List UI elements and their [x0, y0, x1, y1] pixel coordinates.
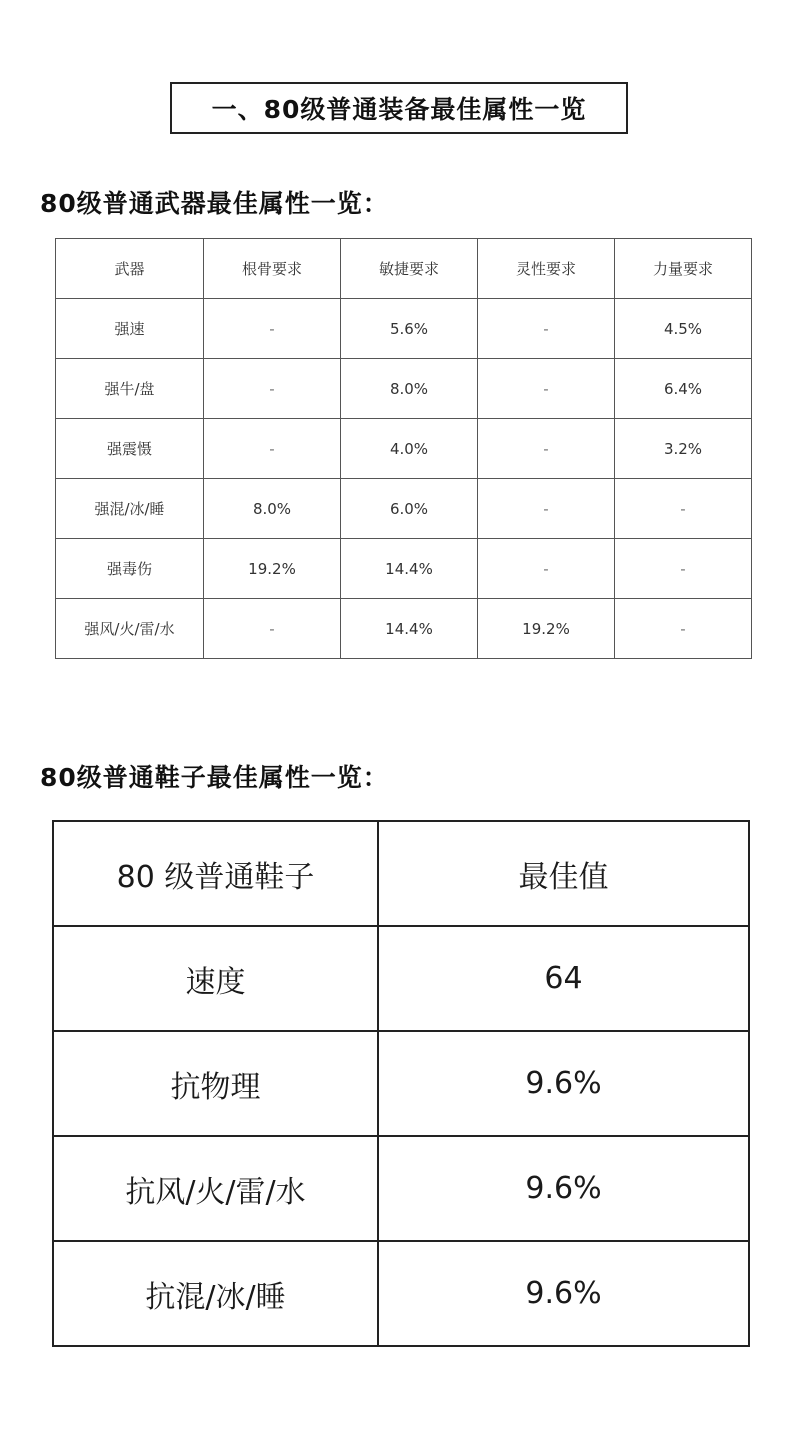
table-cell: - — [478, 539, 615, 599]
header-cell: 80 级普通鞋子 — [53, 821, 378, 926]
table-header-row — [53, 821, 749, 926]
table-cell: 19.2% — [204, 539, 341, 599]
table-row — [56, 539, 752, 599]
table-cell: - — [478, 419, 615, 479]
header-cell: 灵性要求 — [478, 239, 615, 299]
weapons-section-heading: 80级普通武器最佳属性一览： — [40, 189, 389, 218]
table-cell: 6.4% — [615, 359, 752, 419]
table-cell: 8.0% — [341, 359, 478, 419]
table-cell: 19.2% — [478, 599, 615, 659]
table-cell: 强毒伤 — [56, 539, 204, 599]
table-cell: 强震慑 — [56, 419, 204, 479]
table-cell: 64 — [378, 926, 749, 1031]
table-cell: 强混/冰/睡 — [56, 479, 204, 539]
header-cell: 最佳值 — [378, 821, 749, 926]
page-title: 一、80级普通装备最佳属性一览 — [170, 82, 628, 134]
table-cell: 抗混/冰/睡 — [53, 1241, 378, 1346]
table-cell: 9.6% — [378, 1241, 749, 1346]
table-row — [53, 1031, 749, 1136]
table-cell: 8.0% — [204, 479, 341, 539]
table-cell: - — [204, 359, 341, 419]
table-cell: 速度 — [53, 926, 378, 1031]
table-cell: 9.6% — [378, 1031, 749, 1136]
header-cell: 武器 — [56, 239, 204, 299]
table-cell: - — [478, 359, 615, 419]
header-cell: 力量要求 — [615, 239, 752, 299]
table-cell: 3.2% — [615, 419, 752, 479]
table-cell: 4.5% — [615, 299, 752, 359]
table-cell: 抗风/火/雷/水 — [53, 1136, 378, 1241]
table-cell: - — [204, 299, 341, 359]
table-row — [56, 359, 752, 419]
table-cell: - — [615, 599, 752, 659]
table-row — [56, 479, 752, 539]
weapons-attribute-table — [55, 238, 752, 659]
table-cell: - — [615, 479, 752, 539]
table-row — [56, 419, 752, 479]
table-row — [53, 1241, 749, 1346]
table-row — [56, 299, 752, 359]
table-row — [56, 599, 752, 659]
table-cell: - — [204, 419, 341, 479]
table-header-row — [56, 239, 752, 299]
table-cell: 14.4% — [341, 599, 478, 659]
shoes-section-heading: 80级普通鞋子最佳属性一览： — [40, 763, 389, 792]
table-cell: 强牛/盘 — [56, 359, 204, 419]
table-cell: 4.0% — [341, 419, 478, 479]
table-cell: 强风/火/雷/水 — [56, 599, 204, 659]
header-cell: 敏捷要求 — [341, 239, 478, 299]
table-cell: - — [478, 479, 615, 539]
table-cell: - — [615, 539, 752, 599]
table-cell: - — [204, 599, 341, 659]
shoes-attribute-table — [52, 820, 750, 1347]
table-cell: 抗物理 — [53, 1031, 378, 1136]
table-cell: 6.0% — [341, 479, 478, 539]
table-cell: 5.6% — [341, 299, 478, 359]
table-cell: 14.4% — [341, 539, 478, 599]
table-row — [53, 926, 749, 1031]
header-cell: 根骨要求 — [204, 239, 341, 299]
table-row — [53, 1136, 749, 1241]
table-cell: - — [478, 299, 615, 359]
table-cell: 9.6% — [378, 1136, 749, 1241]
table-cell: 强速 — [56, 299, 204, 359]
